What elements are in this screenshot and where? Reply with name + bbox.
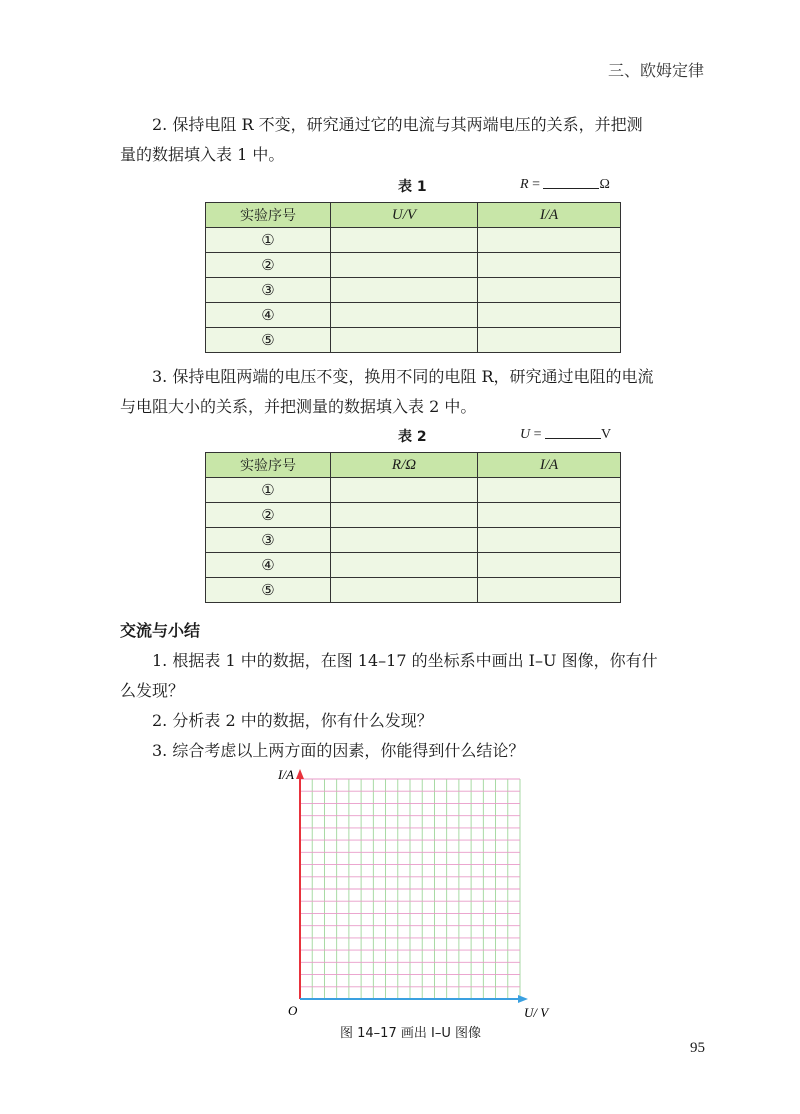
summary-questions	[120, 646, 710, 766]
question-1: 1. 根据表 1 中的数据，在图 14–17 的坐标系中画出 I–U 图像，你有什	[152, 651, 658, 670]
origin-label: O	[288, 1003, 298, 1018]
table2-caption: 表 2	[398, 429, 427, 445]
table-row: ②	[206, 253, 621, 278]
figure-caption: 图 14–17 画出 I–U 图像	[340, 1026, 481, 1041]
table-row: ⑤	[206, 578, 621, 603]
question-2: 2. 分析表 2 中的数据，你有什么发现？	[152, 711, 433, 730]
section-title: 三、欧姆定律	[607, 61, 704, 80]
table2	[205, 452, 621, 603]
table-row: ①	[206, 228, 621, 253]
table1-header-i: I/A	[478, 203, 621, 228]
table1-header-index: 实验序号	[206, 203, 331, 228]
x-axis-label: U/ V	[524, 1005, 549, 1020]
table1-header-u: U/V	[331, 203, 478, 228]
step3-paragraph: 3. 保持电阻两端的电压不变，换用不同的电阻 R，研究通过电阻的电流 与电阻大小的关系，并把测量的数据填入表 2 中。	[120, 367, 654, 416]
question-3: 3. 综合考虑以上两方面的因素，你能得到什么结论？	[152, 741, 525, 760]
page-number: 95	[690, 1040, 705, 1056]
question-1-cont: 么发现？	[120, 681, 185, 700]
x-axis-arrow	[518, 995, 528, 1003]
table-row: ①	[206, 478, 621, 503]
table2-header-r: R/Ω	[331, 453, 478, 478]
y-axis-label: I/A	[278, 767, 294, 782]
step2-paragraph: 2. 保持电阻 R 不变，研究通过它的电流与其两端电压的关系，并把测 量的数据填入表 1 中。	[120, 115, 643, 164]
table1-constant: R = Ω	[520, 177, 610, 192]
table-row: ②	[206, 503, 621, 528]
table-row: ③	[206, 528, 621, 553]
grid-lines	[300, 779, 520, 999]
table-row: ④	[206, 553, 621, 578]
table2-header-index: 实验序号	[206, 453, 331, 478]
iu-graph-grid	[270, 765, 570, 1025]
table2-header-i: I/A	[478, 453, 621, 478]
y-axis-arrow	[296, 769, 304, 779]
table-row: ⑤	[206, 328, 621, 353]
table2-constant: U = V	[520, 427, 612, 442]
table-row: ④	[206, 303, 621, 328]
table-row: ③	[206, 278, 621, 303]
summary-title: 交流与小结	[120, 621, 201, 640]
table1	[205, 202, 621, 353]
table1-caption: 表 1	[398, 179, 427, 195]
